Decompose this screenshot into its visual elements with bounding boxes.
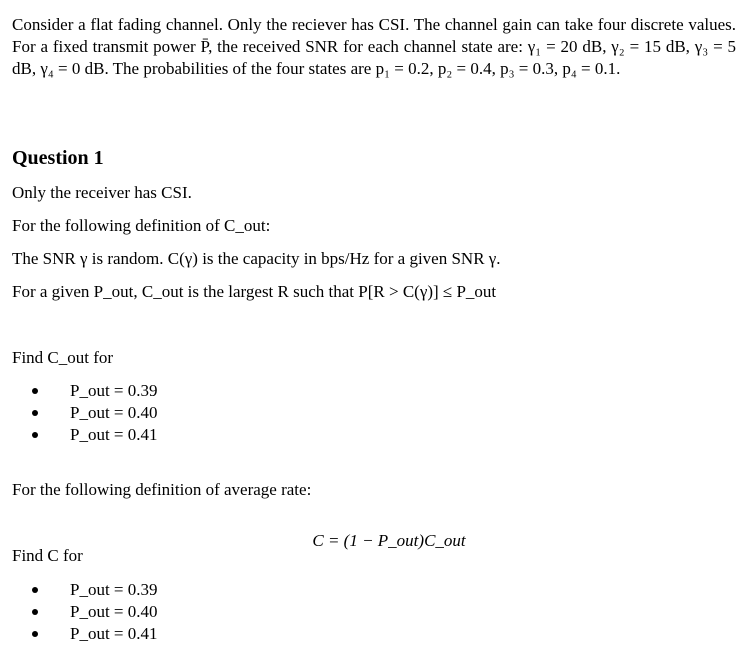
find-c-prompt: Find C for bbox=[12, 546, 83, 565]
list-item: P_out = 0.39 bbox=[12, 579, 158, 601]
list-item: P_out = 0.41 bbox=[12, 424, 158, 446]
list-item: P_out = 0.41 bbox=[12, 623, 158, 645]
list-item: P_out = 0.40 bbox=[12, 402, 158, 424]
list-item: P_out = 0.39 bbox=[12, 380, 158, 402]
avg-rate-equation: C = (1 − P_out)C_out bbox=[312, 531, 466, 550]
question-heading: Question 1 bbox=[12, 147, 104, 169]
document-page bbox=[12, 14, 736, 643]
csi-line: Only the receiver has CSI. bbox=[12, 183, 192, 202]
cout-list bbox=[12, 380, 158, 446]
avg-rate-intro: For the following definition of average rate: bbox=[12, 480, 312, 499]
intro-text: Consider a flat fading channel. Only the reciever has CSI. The channel gain can take four discrete values. For a fixed transmit power P̄, the received SNR for each channel state are: γ₁ = 20 dB, γ₂ = 15 dB, γ₃ = 5 dB, γ₄ = 0 dB. The probabilities of the four states are p₁ = 0.2, p₂ = 0.4, p₃ = 0.3, p₄ = 0.1. bbox=[12, 15, 736, 78]
c-list bbox=[12, 579, 158, 645]
snr-line: The SNR γ is random. C(γ) is the capacity in bps/Hz for a given SNR γ. bbox=[12, 249, 501, 268]
find-cout-prompt: Find C_out for bbox=[12, 348, 114, 367]
problem-statement bbox=[12, 14, 736, 80]
cout-definition: For a given P_out, C_out is the largest R such that P[R > C(γ)] ≤ P_out bbox=[12, 282, 497, 301]
list-item: P_out = 0.40 bbox=[12, 601, 158, 623]
definition-intro: For the following definition of C_out: bbox=[12, 216, 271, 235]
